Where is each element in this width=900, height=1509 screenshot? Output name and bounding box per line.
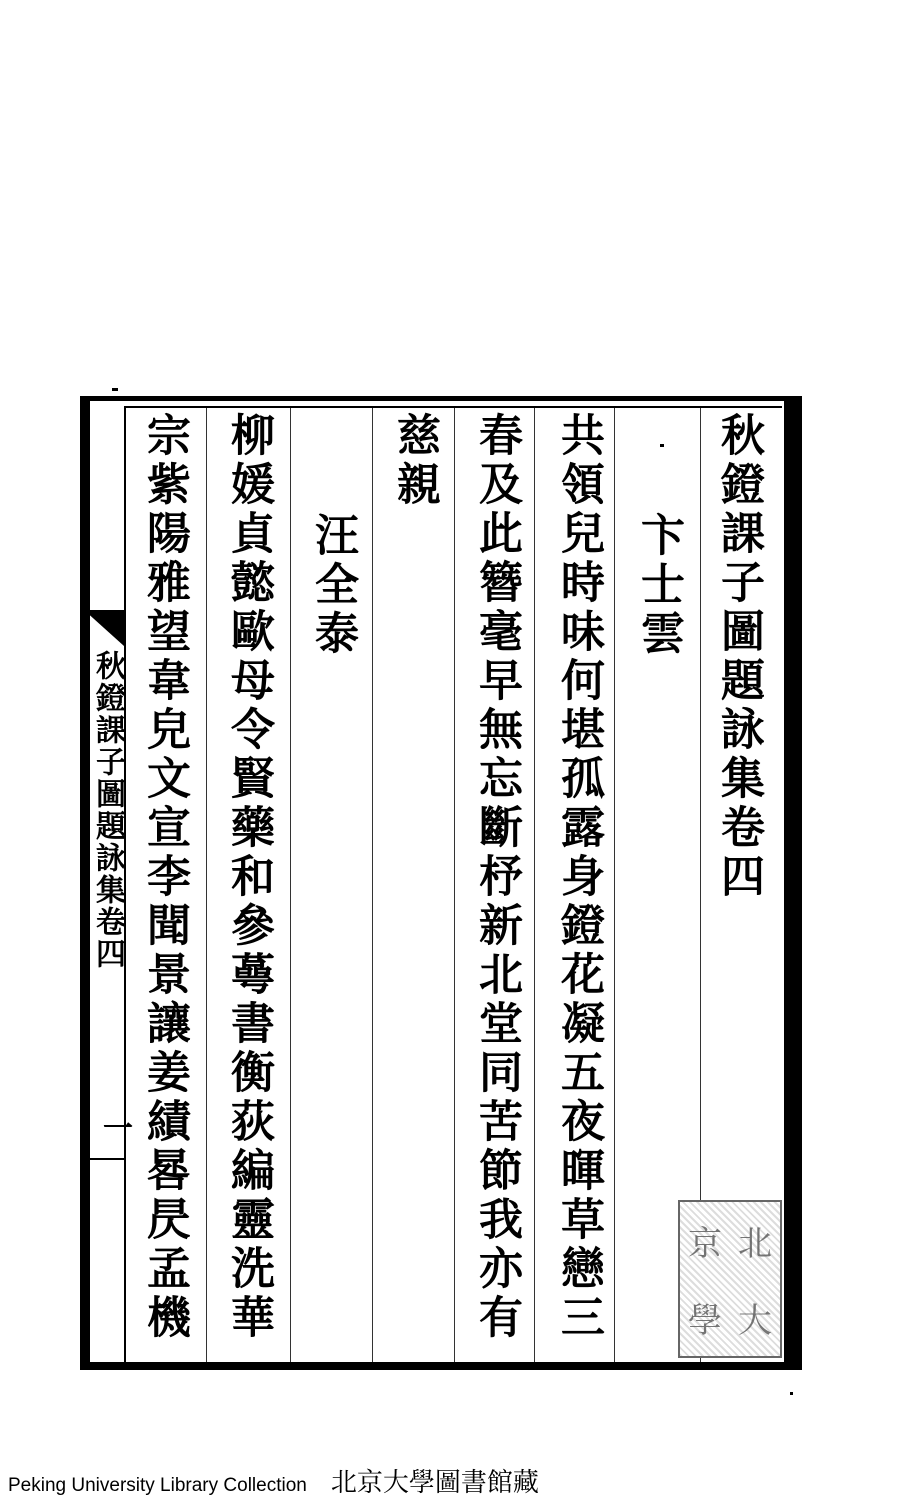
column-rule <box>454 408 455 1362</box>
column-rule <box>534 408 535 1362</box>
ink-speck <box>790 1392 793 1395</box>
border-top <box>80 396 802 401</box>
library-seal <box>678 1200 782 1358</box>
gutter-title: 秋鐙課子圖題詠集卷四 <box>90 650 125 970</box>
border-right <box>784 396 802 1370</box>
poem-line-column: 春及此簪毫早無忘斷杼新北堂同苦節我亦有 <box>471 412 522 1343</box>
seal-char: 學 <box>688 1301 722 1341</box>
column-rule <box>372 408 373 1362</box>
collection-label-zh: 北京大學圖書館藏 <box>330 1468 539 1498</box>
collection-label-en: Peking University Library Collection <box>8 1475 307 1496</box>
book-title-column: 秋鐙課子圖題詠集卷四 <box>713 412 764 902</box>
ink-speck <box>660 444 664 447</box>
author-name-column: 汪全泰 <box>307 512 358 659</box>
border-bottom <box>80 1362 802 1370</box>
seal-char: 北 <box>738 1224 772 1264</box>
column-rule <box>290 408 291 1362</box>
poem-line-column: 慈親 <box>389 412 440 510</box>
border-left <box>80 396 90 1370</box>
seal-char: 大 <box>738 1301 772 1341</box>
ink-speck <box>112 388 118 391</box>
poem-line-column: 宗紫陽雅望韋皃文宣李聞景讓姜績晷昃孟機 <box>139 412 190 1343</box>
column-rule <box>206 408 207 1362</box>
author-name-column: 卞士雲 <box>633 512 684 659</box>
poem-line-column: 共領兒時味何堪孤露身鐙花凝五夜暉草戀三 <box>553 412 604 1343</box>
column-rule <box>614 408 615 1362</box>
border-inner-top <box>124 406 782 408</box>
seal-char: 京 <box>688 1224 722 1264</box>
gutter-page-number: 一 <box>97 1112 132 1142</box>
gutter-divider <box>90 1158 124 1364</box>
poem-line-column: 柳媛貞懿歐母令賢藥和參蕚書衡荻編靈洗華 <box>223 412 274 1343</box>
collection-footer <box>8 1462 539 1502</box>
